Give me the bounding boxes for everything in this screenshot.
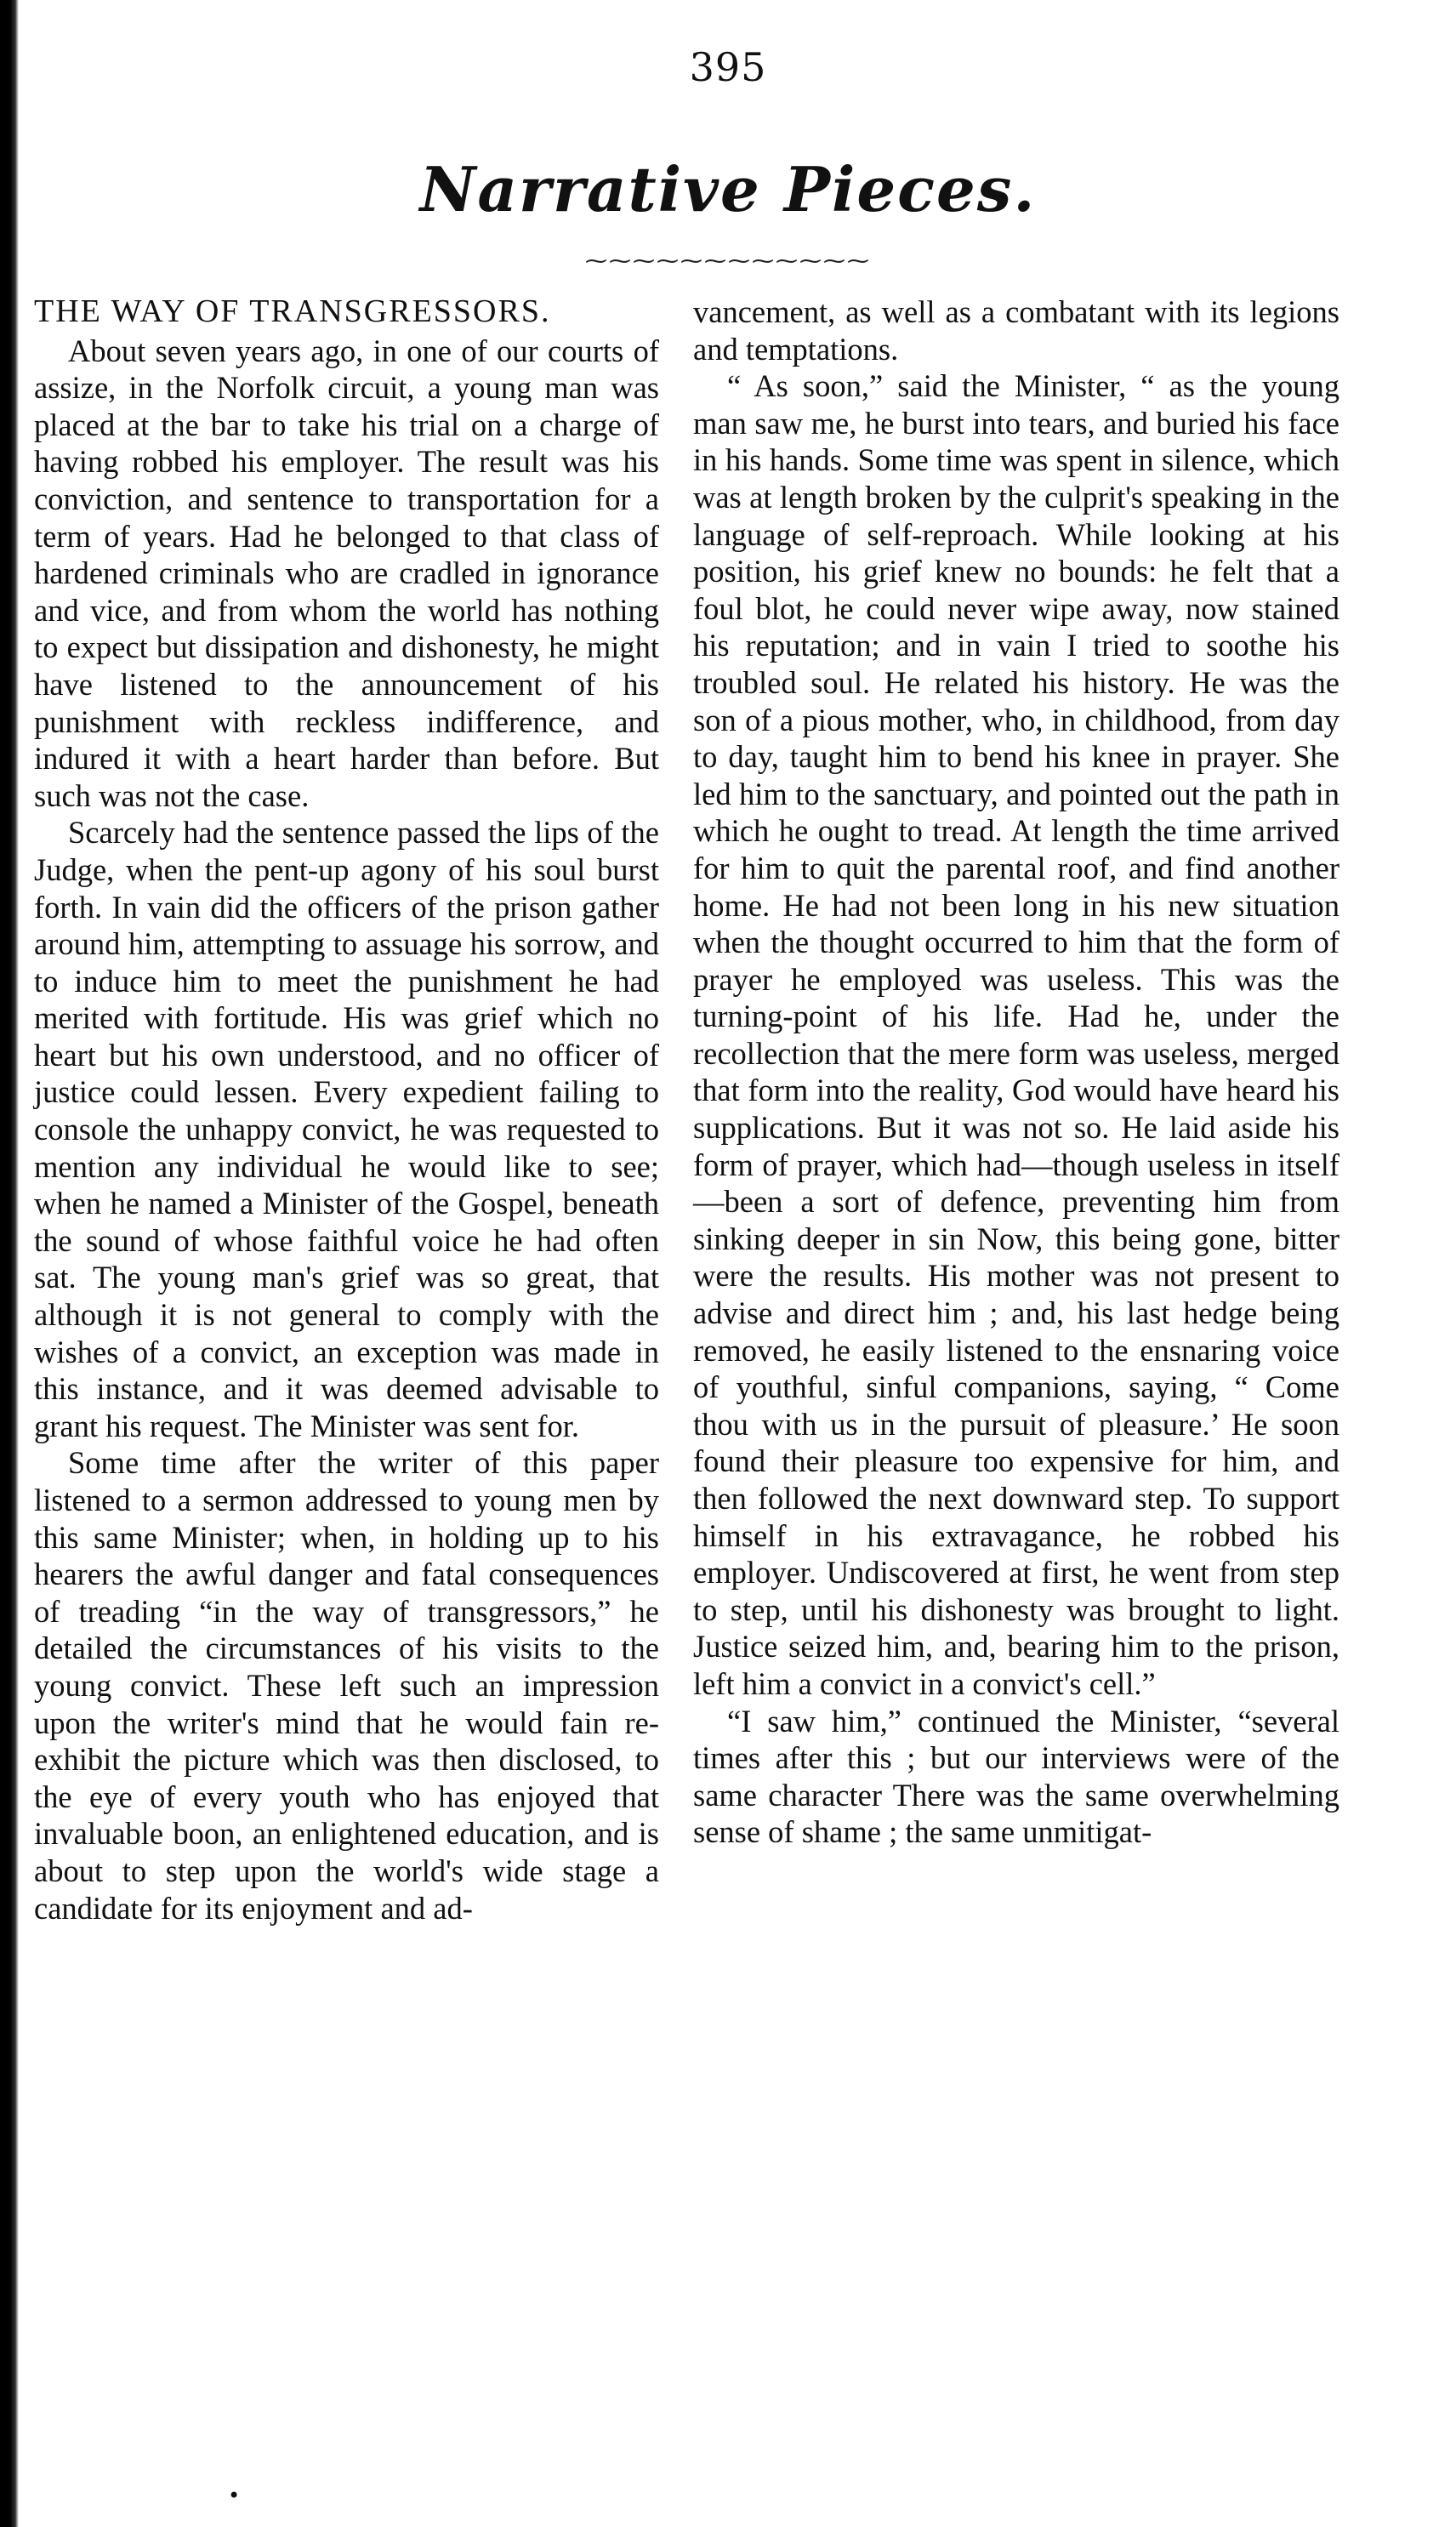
article-heading: THE WAY OF TRANSGRESSORS. <box>34 293 551 329</box>
page-number: 395 <box>689 44 767 90</box>
paragraph: “I saw him,” continued the Minister, “several times after this ; but our interviews were of the same character There was the same overwhelming sense of shame ; the same unmitigat- <box>693 1703 1339 1850</box>
title-ornament-rule: ⁓⁓⁓⁓⁓⁓⁓⁓⁓⁓⁓⁓ <box>585 248 871 274</box>
paragraph: Scarcely had the sentence passed the lips of the Judge, when the pent-up agony of his soul burst forth. In vain did the officers of the prison gather around him, attempting to assuage his sorrow, and to induce him to meet the punishment he had merited with fortitude. His was grief which no heart but his own understood, and no officer of justice could lessen. Every expedient failing to console the unhappy convict, he was requested to mention any individual he would like to see; when he named a Minister of the Gospel, beneath the sound of whose faithful voice he had often sat. The young man's grief was so great, that although it is not general to comply with the wishes of a convict, an exception was made in this instance, and it was deemed advisable to grant his request. The Minister was sent for. <box>34 815 659 1443</box>
paragraph: About seven years ago, in one of our courts of assize, in the Norfolk circuit, a young man was placed at the bar to take his trial on a charge of having robbed his employer. The result was his conviction, and sentence to transportation for a term of years. Had he belonged to that class of hardened criminals who are cradled in ignorance and vice, and from whom the world has nothing to expect but dissipation and dishonesty, he might have listened to the announcement of his punishment with reckless indifference, and indured it with a heart harder than before. But such was not the case. <box>34 333 659 813</box>
right-column <box>693 293 1339 1851</box>
footer-mark: • <box>228 2484 241 2507</box>
paragraph: “ As soon,” said the Minister, “ as the young man saw me, he burst into tears, and buried his face in his hands. Some time was spent in silence, which was at length broken by the culprit's speaking in the language of self-reproach. While looking at his position, his grief knew no bounds: he felt that a foul blot, he could never wipe away, now stained his reputation; and in vain I tried to soothe his troubled soul. He related his history. He was the son of a pious mother, who, in childhood, from day to day, taught him to bend his knee in prayer. She led him to the sanctuary, and pointed out the path in which he ought to tread. At length the time arrived for him to quit the parental roof, and find another home. He had not been long in his new situation when the thought occurred to him that the form of prayer he employed was useless. This was the turning-point of his life. Had he, under the recollection that the mere form was useless, merged that form into the reality, God would have heard his supplications. But it was not so. He laid aside his form of prayer, which had—though useless in itself—been a sort of defence, preventing him from sinking deeper in sin Now, this being gone, bitter were the results. His mother was not present to advise and direct him ; and, his last hedge being removed, he easily listened to the ensnaring voice of youthful, sinful companions, saying, “ Come thou with us in the pursuit of pleasure.’ He soon found their pleasure too expensive for him, and then followed the next downward step. To support himself in his extravagance, he robbed his employer. Undiscovered at first, he went from step to step, until his dishonesty was brought to light. Justice seized him, and, bearing him to the prison, left him a convict in a convict's cell.” <box>693 368 1339 1701</box>
page-binding-edge <box>0 0 19 2527</box>
section-title: Narrative Pieces. <box>419 153 1037 225</box>
left-column <box>34 293 659 1927</box>
paragraph: vancement, as well as a combatant with its legions and temptations. <box>693 294 1339 367</box>
paragraph: Some time after the writer of this paper listened to a sermon addressed to young men by this same Minister; when, in holding up to his hearers the awful danger and fatal consequences of treading “in the way of transgressors,” he detailed the circumstances of his visits to the young convict. These left such an impression upon the writer's mind that he would fain re-exhibit the picture which was then disclosed, to the eye of every youth who has enjoyed that invaluable boon, an enlightened education, and is about to step upon the world's wide stage a candidate for its enjoyment and ad- <box>34 1445 659 1926</box>
